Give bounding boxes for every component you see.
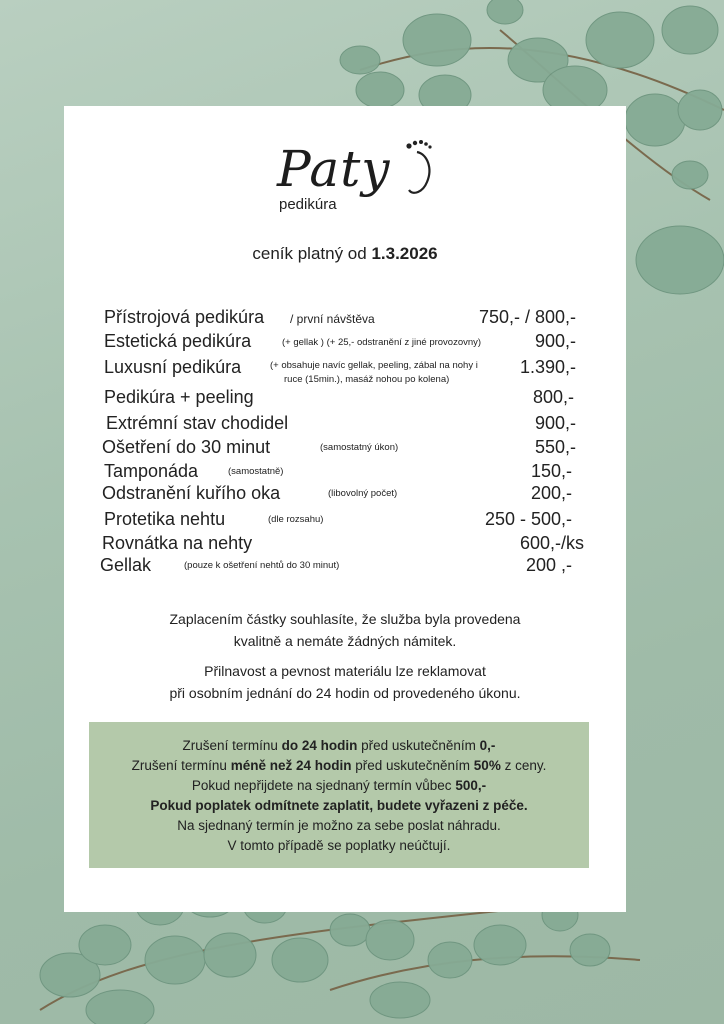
service-note-line2: ruce (15min.), masáž nohou po kolena) <box>284 374 450 385</box>
complaint-line-1: Přilnavost a pevnost materiálu lze reklamovat <box>204 663 486 679</box>
policy-text: Zrušení termínu <box>182 738 282 753</box>
service-note: (dle rozsahu) <box>268 514 324 525</box>
policy-line-6 <box>89 836 589 856</box>
policy-text: z ceny. <box>500 758 547 773</box>
validity-date-value: 1.3.2026 <box>371 244 438 263</box>
service-name: Odstranění kuřího oka <box>102 483 281 503</box>
policy-text: před uskutečněním <box>357 738 480 753</box>
service-price: 750,- / 800,- <box>478 307 576 327</box>
service-name: Ošetření do 30 minut <box>102 437 271 457</box>
policy-text: Na sjednaný termín je možno za sebe poslat náhradu. <box>177 818 501 833</box>
footprint-icon <box>399 138 439 198</box>
service-price: 550,- <box>534 437 576 457</box>
policy-bold: do 24 hodin <box>281 738 358 753</box>
service-note: / první návštěva <box>290 312 375 326</box>
service-price: 150,- <box>530 461 572 481</box>
service-name: Luxusní pedikúra <box>104 357 242 377</box>
service-price: 1.390,- <box>519 357 576 377</box>
service-name: Přístrojová pedikúra <box>104 307 265 327</box>
logo <box>271 136 441 226</box>
service-row <box>64 482 626 506</box>
service-price: 200,- <box>530 483 572 503</box>
satisfaction-line-1: Zaplacením částky souhlasíte, že služba byla provedena <box>169 611 521 627</box>
logo-subtitle: pedikúra <box>279 196 337 213</box>
service-row <box>64 306 626 330</box>
satisfaction-line-2: kvalitně a nemáte žádných námitek. <box>233 633 457 649</box>
complaint-note <box>64 660 626 704</box>
service-row <box>64 436 626 460</box>
policy-line-4 <box>89 796 589 816</box>
logo-script-text: Paty <box>277 140 391 198</box>
service-name: Gellak <box>100 555 152 575</box>
service-price: 800,- <box>532 387 574 407</box>
service-name: Extrémní stav chodidel <box>106 413 289 433</box>
complaint-line-2: při osobním jednání do 24 hodin od provedeného úkonu. <box>169 685 521 701</box>
policy-text: před uskutečněním <box>351 758 474 773</box>
service-price: 900,- <box>534 413 576 433</box>
policy-line-5 <box>89 816 589 836</box>
satisfaction-note <box>64 608 626 652</box>
service-price: 200 ,- <box>525 555 572 575</box>
service-row <box>64 460 626 484</box>
service-name: Rovnátka na nehty <box>102 533 253 553</box>
service-price: 900,- <box>534 331 576 351</box>
policy-line-3 <box>89 776 589 796</box>
service-name: Estetická pedikúra <box>104 331 252 351</box>
service-row <box>64 386 626 410</box>
price-list-card <box>64 106 626 912</box>
policy-line-2 <box>89 756 589 776</box>
service-name: Tamponáda <box>104 461 199 481</box>
policy-bold: 500,- <box>455 778 487 793</box>
service-price: 600,-/ks <box>519 533 584 553</box>
service-row <box>64 532 626 556</box>
policy-text: Pokud nepřijdete na sjednaný termín vůbec <box>191 778 456 793</box>
policy-text: V tomto případě se poplatky neúčtují. <box>227 838 451 853</box>
policy-line-1 <box>89 736 589 756</box>
service-name: Pedikúra + peeling <box>104 387 254 407</box>
service-note: (pouze k ošetření nehtů do 30 minut) <box>184 560 340 571</box>
service-note: (+ obsahuje navíc gellak, peeling, zábal na nohy i <box>270 360 478 371</box>
service-row <box>64 554 626 578</box>
service-name: Protetika nehtu <box>104 509 226 529</box>
service-price: 250 - 500,- <box>484 509 572 529</box>
service-row <box>64 412 626 436</box>
policy-bold: 0,- <box>479 738 496 753</box>
service-row <box>64 508 626 532</box>
cancellation-policy-box <box>89 722 589 868</box>
policy-bold: Pokud poplatek odmítnete zaplatit, budete vyřazeni z péče. <box>150 798 528 813</box>
policy-text: Zrušení termínu <box>131 758 231 773</box>
policy-bold: 50% <box>473 758 501 773</box>
validity-prefix: ceník platný od <box>252 244 372 263</box>
service-row <box>64 330 626 354</box>
service-note: (+ gellak ) (+ 25,- odstranění z jiné provozovny) <box>282 337 482 348</box>
policy-bold: méně než 24 hodin <box>230 758 352 773</box>
service-note: (libovolný počet) <box>328 488 398 499</box>
service-note: (samostatně) <box>228 466 284 477</box>
validity-date <box>64 244 626 264</box>
service-note: (samostatný úkon) <box>320 442 399 453</box>
